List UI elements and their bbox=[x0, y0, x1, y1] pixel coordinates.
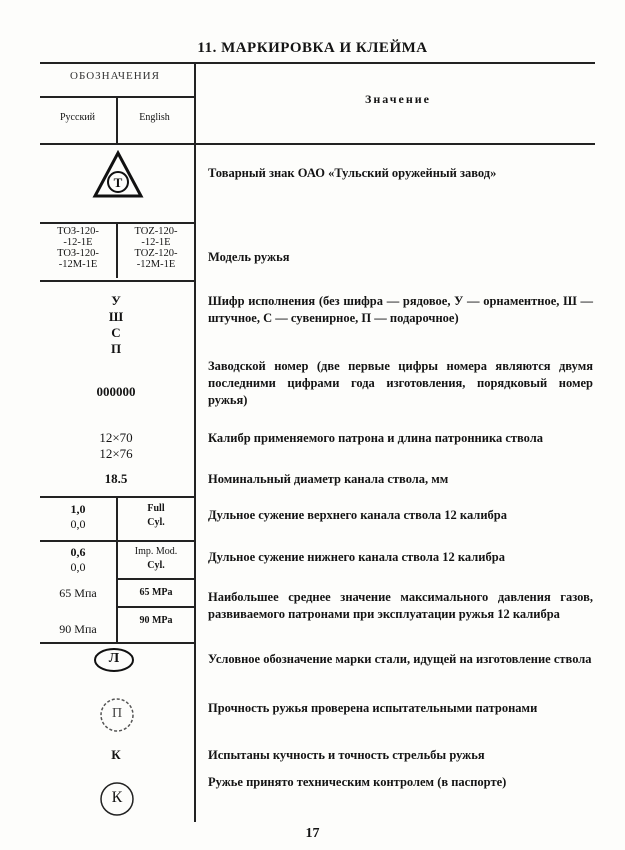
header-russian: Русский bbox=[60, 112, 95, 123]
upper-choke-en-value: Cyl. bbox=[147, 517, 165, 528]
upper-choke-ru bbox=[40, 502, 116, 532]
upper-choke-en bbox=[118, 502, 194, 530]
upper-choke-ru-value: 0,0 bbox=[70, 517, 86, 531]
serial-code: 000000 bbox=[96, 384, 136, 399]
bore-code: 18.5 bbox=[104, 471, 128, 486]
proof-mark-letter: П bbox=[111, 706, 123, 721]
pressure-ru-90: 90 Мпа bbox=[59, 622, 97, 636]
trademark-description: Товарный знак ОАО «Тульский оружейный завод» bbox=[208, 166, 497, 180]
variant-description: Шифр исполнения (без шифра — рядовое, У — орнаментное, Ш — штучное, С — сувенирное, П — подарочное) bbox=[208, 294, 593, 325]
model-en-line: -12M-1E bbox=[136, 259, 176, 270]
header-english: English bbox=[139, 112, 170, 123]
lower-choke-en-value: Cyl. bbox=[147, 560, 165, 571]
upper-choke-en-value: Full bbox=[147, 503, 165, 514]
variant-code: П bbox=[110, 341, 122, 356]
lower-choke-en-value: Imp. Mod. bbox=[134, 546, 178, 557]
proof-mark-icon bbox=[98, 696, 136, 734]
inspection-mark-icon bbox=[98, 780, 136, 818]
caliber-code-list bbox=[40, 430, 192, 462]
lower-choke-ru bbox=[40, 545, 116, 575]
lower-choke-description: Дульное сужение нижнего канала ствола 12 калибра bbox=[208, 550, 505, 564]
table-top-rule bbox=[40, 62, 595, 64]
model-description: Модель ружья bbox=[208, 250, 290, 264]
bore-description: Номинальный диаметр канала ствола, мм bbox=[208, 472, 449, 486]
model-en-line: TOZ-120- bbox=[134, 226, 178, 237]
steel-description: Условное обозначение марки стали, идущей на изготовление ствола bbox=[208, 652, 592, 666]
model-ru-list bbox=[40, 226, 116, 270]
pressure-mid-rule bbox=[116, 606, 195, 608]
page-number: 17 bbox=[305, 826, 320, 841]
lower-choke-ru-value: 0,0 bbox=[70, 560, 86, 574]
pressure-en-90: 90 MPa bbox=[139, 615, 173, 626]
inspection-mark-letter: К bbox=[111, 789, 123, 806]
model-bottom-rule bbox=[40, 280, 195, 282]
model-ru-line: ТОЗ-120- bbox=[57, 248, 99, 259]
model-top-rule bbox=[40, 222, 195, 224]
accuracy-mark: К bbox=[111, 747, 121, 762]
variant-code-list bbox=[40, 293, 192, 357]
header-znachenie: Значение bbox=[364, 92, 431, 106]
model-en-line: TOZ-120- bbox=[134, 248, 178, 259]
proof-description: Прочность ружья проверена испытательными патронами bbox=[208, 701, 538, 715]
model-en-line: -12-1E bbox=[141, 237, 171, 248]
inspection-description: Ружье принято техническим контролем (в паспорте) bbox=[208, 775, 507, 789]
model-ru-line: -12М-1Е bbox=[58, 259, 98, 270]
lower-choke-en bbox=[118, 545, 194, 573]
model-ru-line: -12-1Е bbox=[63, 237, 93, 248]
model-en-list bbox=[118, 226, 194, 270]
svg-text:Т: Т bbox=[113, 175, 123, 190]
upper-choke-description: Дульное сужение верхнего канала ствола 12 калибра bbox=[208, 508, 507, 522]
lower-choke-ru-value: 0,6 bbox=[70, 545, 86, 559]
column-divider bbox=[194, 62, 196, 822]
tula-trademark-icon bbox=[92, 150, 144, 202]
pressure-description: Наибольшее среднее значение максимального давления газов, развиваемого патронами при эксплуатации ружья 12 калибра bbox=[208, 590, 593, 621]
caliber-code: 12×76 bbox=[99, 446, 133, 461]
variant-code: У bbox=[111, 293, 121, 308]
pressure-top-rule bbox=[116, 578, 195, 580]
model-ru-line: ТОЗ-120- bbox=[57, 226, 99, 237]
variant-code: С bbox=[111, 325, 121, 340]
caliber-description: Калибр применяемого патрона и длина патронника ствола bbox=[208, 431, 544, 445]
caliber-code: 12×70 bbox=[99, 430, 133, 445]
upper-choke-ru-value: 1,0 bbox=[70, 502, 86, 516]
section-heading: 11. МАРКИРОВКА И КЛЕЙМА bbox=[197, 40, 428, 56]
variant-code: Ш bbox=[108, 309, 124, 324]
steel-mark-icon bbox=[92, 646, 136, 674]
pressure-en-65: 65 MPa bbox=[139, 587, 173, 598]
accuracy-description: Испытаны кучность и точность стрельбы ружья bbox=[208, 748, 485, 762]
header-sub-rule bbox=[40, 96, 195, 98]
steel-mark-letter: Л bbox=[108, 651, 120, 666]
header-lang-divider bbox=[116, 97, 118, 143]
choke-top-rule bbox=[40, 496, 195, 498]
header-oboznacheniya: ОБОЗНАЧЕНИЯ bbox=[70, 70, 160, 82]
choke-mid-rule bbox=[40, 540, 195, 542]
pressure-ru-65: 65 Мпа bbox=[59, 586, 97, 600]
serial-description: Заводской номер (две первые цифры номера являются двумя последними цифрами года изготовления, порядковый номер ружья) bbox=[208, 359, 593, 407]
pressure-bottom-rule bbox=[40, 642, 195, 644]
header-bottom-rule bbox=[40, 143, 595, 145]
